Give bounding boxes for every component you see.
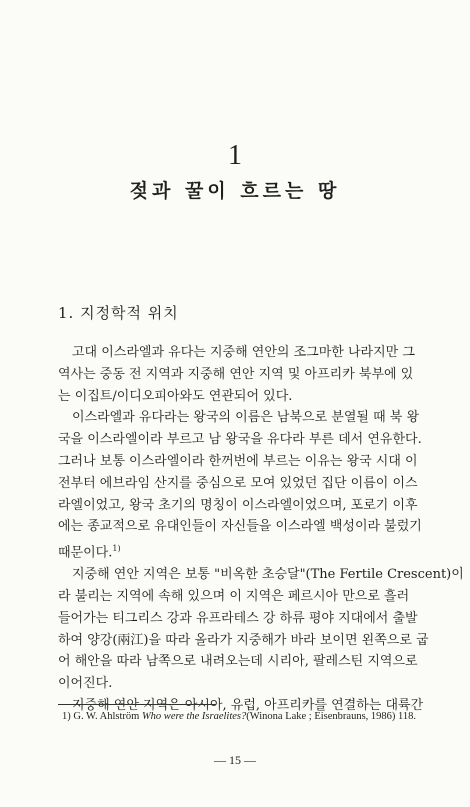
text-line (58, 538, 402, 564)
footnote (62, 710, 416, 724)
text-line: 라엘이었고, 왕국 초기의 명칭이 이스라엘이었으며, 포로기 이후 (58, 497, 418, 513)
footnote-reference: 1) (112, 544, 121, 554)
footnote-marker: 1) (62, 711, 71, 722)
footnote-divider (58, 704, 216, 705)
text-line: 역사는 중동 전 지역과 지중해 연안 지역 및 아프리카 북부에 있 (58, 366, 414, 382)
text-line: 어 해안을 따라 남쪽으로 내려오는데 시리아, 팔레스틴 지역으로 (58, 654, 418, 670)
text-line: 전부터 에브라임 산지를 중심으로 모여 있었던 집단 이름이 이스 (58, 475, 418, 491)
footnote-book-title: Who were the Israelites? (141, 711, 247, 722)
footnote-page: 118. (398, 711, 417, 722)
text-line: 는 이집트/이디오피아와도 연관되어 있다. (58, 388, 293, 404)
text-line: 고대 이스라엘과 유다는 지중해 연안의 조그마한 나라지만 그 (72, 345, 415, 360)
text-line: 이어진다. (58, 676, 113, 692)
text-line: 들어가는 티그리스 강과 유프라테스 강 하류 평야 지대에서 출발 (58, 610, 418, 626)
section-heading: 1. 지정학적 위치 (58, 304, 179, 322)
text-line: 하여 양강(兩江)을 따라 올라가 지중해가 바라 보이면 왼쪽으로 굽 (58, 632, 429, 648)
text-line: 지중해 연안 지역은 아시아, 유럽, 아프리카를 연결하는 대륙간 (72, 698, 424, 714)
chapter-title: 젖과 꿀이 흐르는 땅 (129, 180, 341, 202)
page-number: — 15 — (214, 753, 256, 767)
footnote-publisher: (Winona Lake ; Eisenbrauns, 1986) (246, 711, 396, 722)
text-line: 그러나 보통 이스라엘이라 한꺼번에 부르는 이유는 왕국 시대 이 (58, 453, 418, 469)
text-line: 지중해 연안 지역은 보통 "비옥한 초승달"(The Fertile Crescent)이 (72, 567, 464, 583)
chapter-number: 1 (228, 140, 242, 171)
text-line: 에는 종교적으로 유대인들이 자신들을 이스라엘 백성이라 불렀기 (58, 519, 422, 535)
text-line: 국을 이스라엘이라 부르고 남 왕국을 유다라 부른 데서 연유한다. (58, 432, 422, 448)
text-line-end: 때문이다. (58, 545, 113, 561)
text-line: 이스라엘과 유다라는 왕국의 이름은 남북으로 분열될 때 북 왕 (72, 410, 420, 426)
footnote-author: G. W. Ahlström (73, 711, 140, 722)
paragraph-1 (58, 342, 415, 407)
paragraph-2 (58, 407, 422, 564)
paragraph-3 (58, 564, 464, 695)
text-line: 라 불리는 지역에 속해 있으며 이 지역은 페르시아 만으로 흘러 (58, 589, 410, 605)
